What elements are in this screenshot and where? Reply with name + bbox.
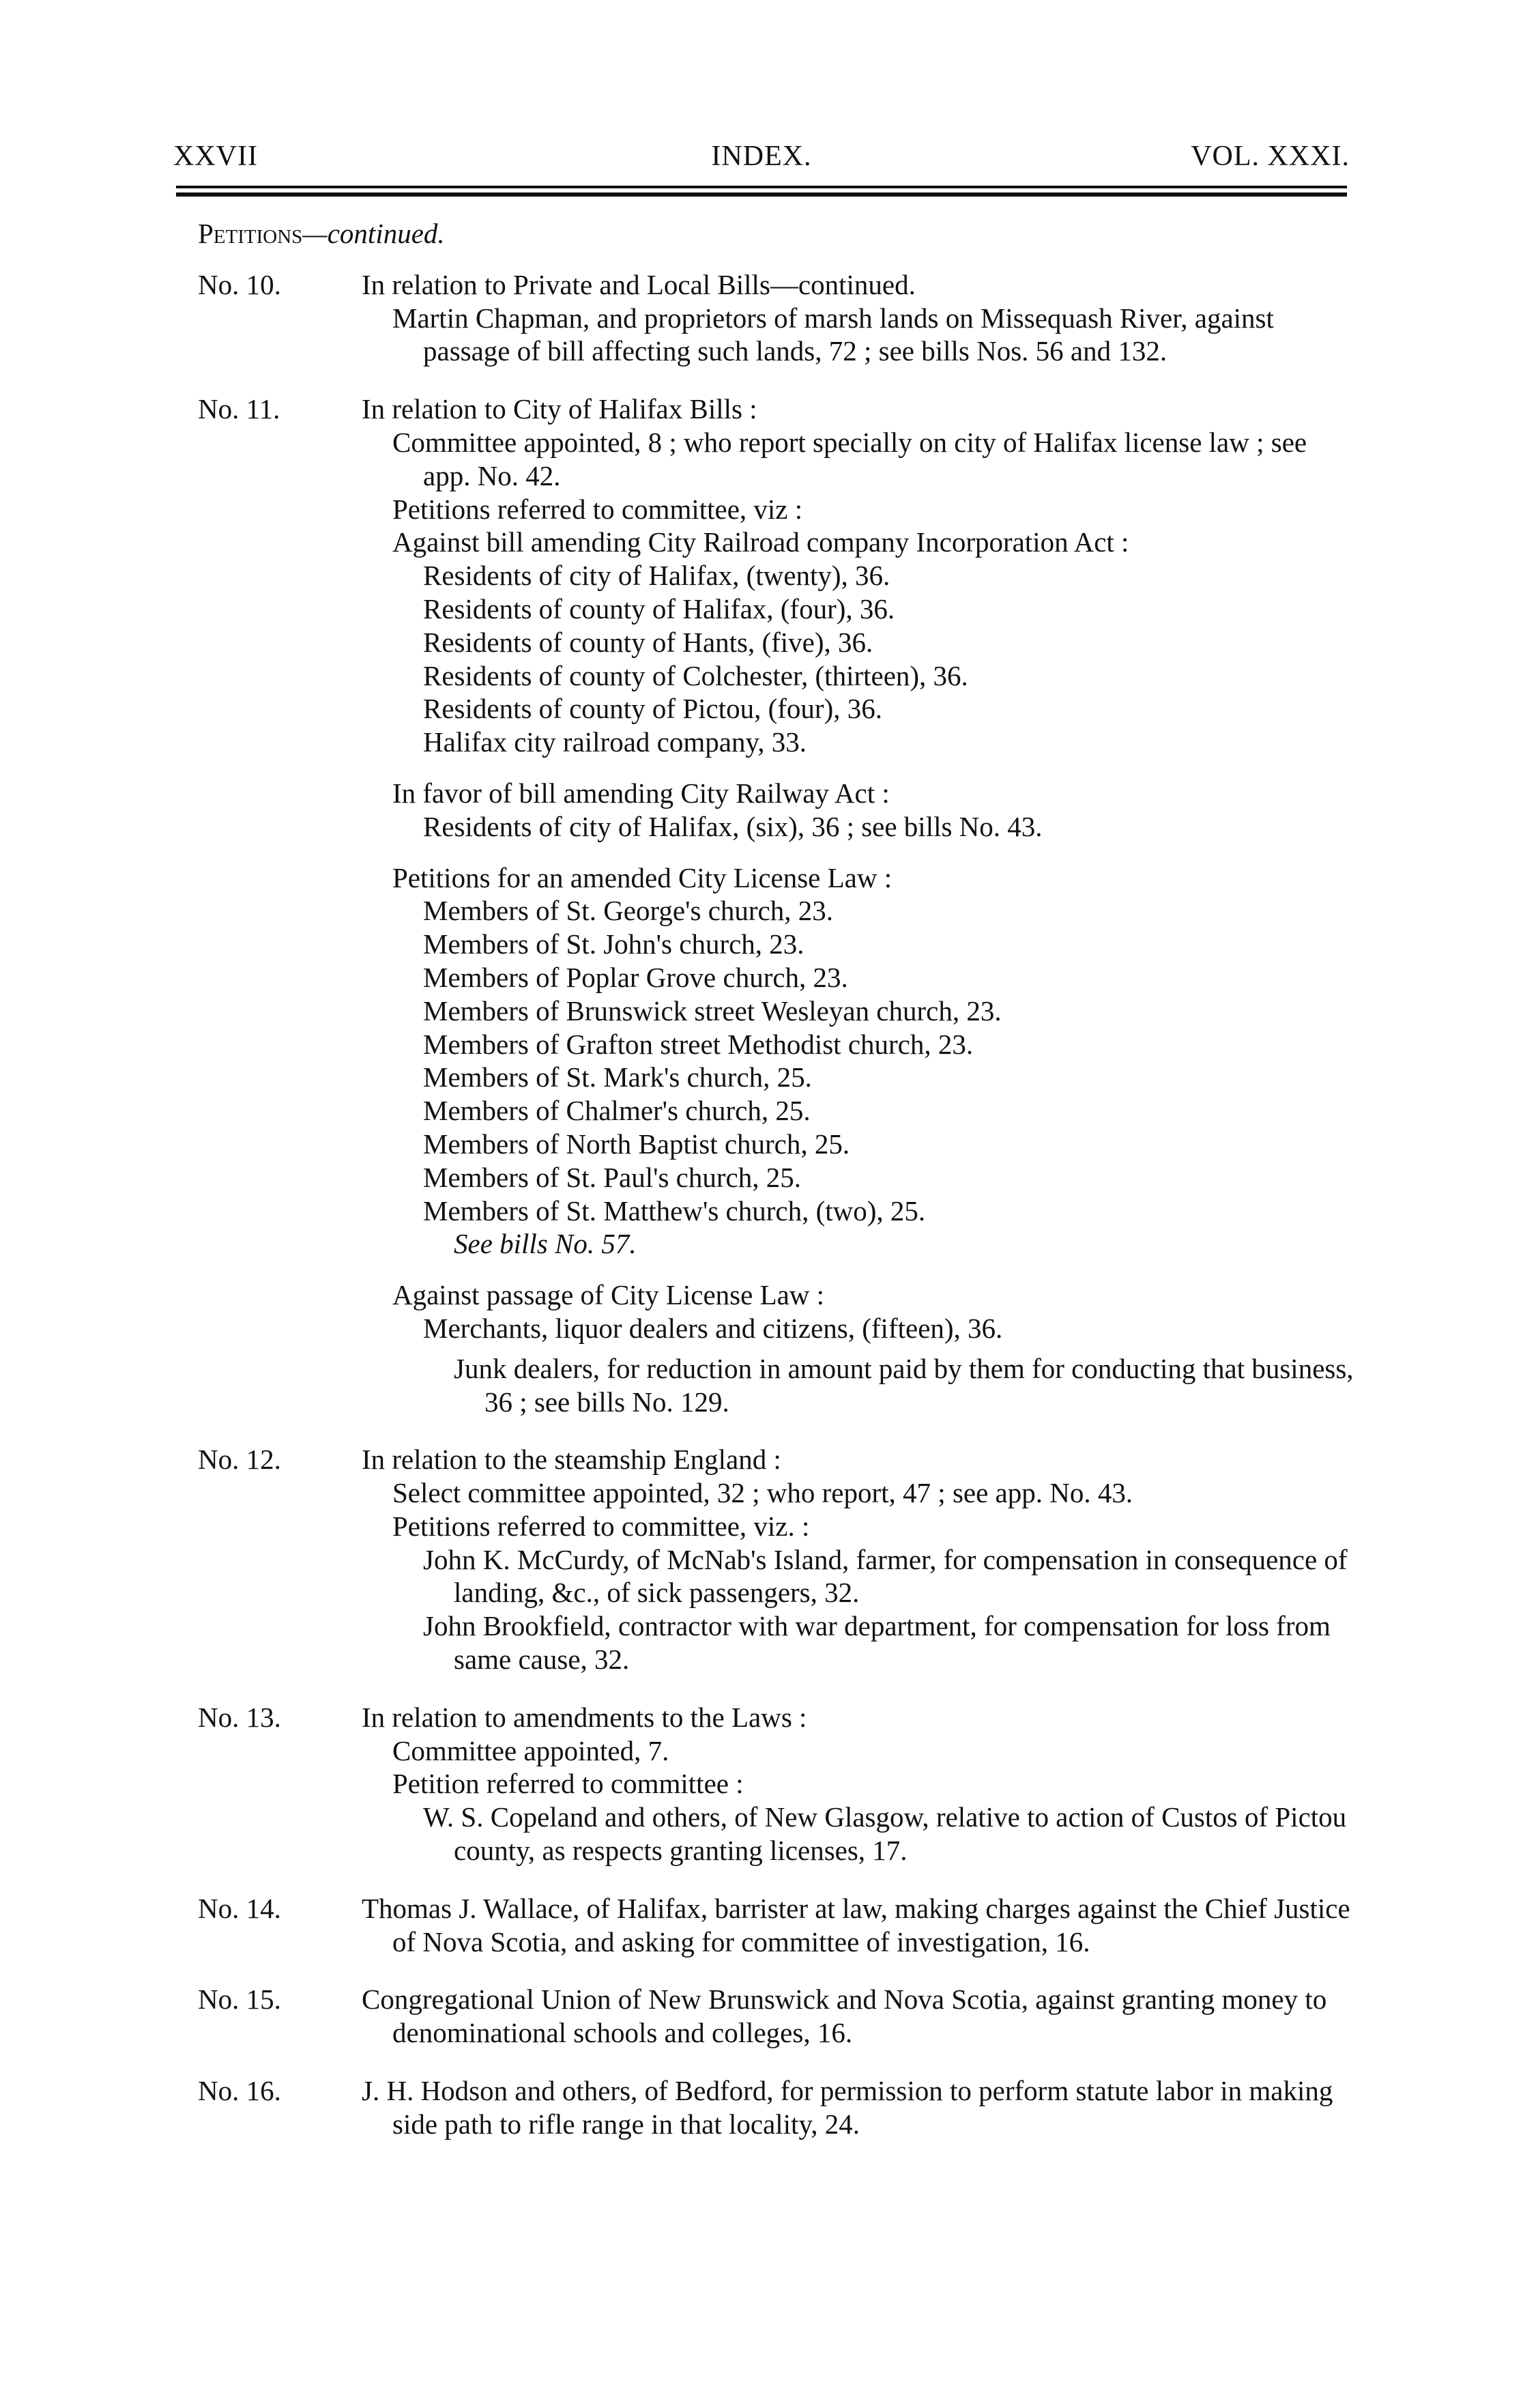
entry-line: Members of St. Mark's church, 25. <box>423 1061 812 1093</box>
entry-line: W. S. Copeland and others, of New Glasgow, relative to action of Custos of Pictou county, as respects granting licenses, 17. <box>423 1801 1347 1867</box>
section-continued: —continued. <box>302 218 445 249</box>
entry-line: Members of Brunswick street Wesleyan church, 23. <box>423 994 1002 1027</box>
index-entry-no-16 <box>198 2074 1358 2141</box>
entry-number: No. 10. <box>198 268 281 300</box>
entry-line: Congregational Union of New Brunswick and Nova Scotia, against granting money to denominational schools and colleges, 16. <box>362 1983 1327 2049</box>
entry-line: Members of Grafton street Methodist church, 23. <box>423 1028 974 1060</box>
entry-line: Against bill amending City Railroad company Incorporation Act : <box>392 526 1129 558</box>
header-rule-thin <box>176 186 1347 188</box>
entry-line: Petitions for an amended City License Law : <box>392 861 893 893</box>
index-content <box>198 217 1358 2166</box>
entry-line: Residents of county of Halifax, (four), 36. <box>423 592 895 625</box>
entry-heading: In relation to the steamship England : <box>362 1444 781 1476</box>
entry-line: Thomas J. Wallace, of Halifax, barrister at law, making charges against the Chief Justice of Nova Scotia, and asking for committee of investigation, 16. <box>362 1892 1350 1958</box>
entry-number: No. 12. <box>198 1444 281 1476</box>
entry-line: Members of St. John's church, 23. <box>423 928 804 960</box>
entry-number: No. 15. <box>198 1983 281 2016</box>
entry-line: Martin Chapman, and proprietors of marsh lands on Missequash River, against passage of bill affecting such lands, 72 ; see bills Nos. 56 and 132. <box>392 302 1274 367</box>
entry-line: Members of St. George's church, 23. <box>423 895 834 927</box>
entry-line: Residents of city of Halifax, (six), 36 ; see bills No. 43. <box>423 810 1043 842</box>
entry-line: Junk dealers, for reduction in amount paid by them for conducting that business, 36 ; see bills No. 129. <box>454 1352 1354 1418</box>
index-entry-no-12 <box>198 1443 1358 1676</box>
entry-line: Members of St. Matthew's church, (two), 25. <box>423 1194 926 1227</box>
entry-line: See bills No. 57. <box>454 1228 637 1260</box>
entry-line: Petitions referred to committee, viz. : <box>392 1510 810 1542</box>
entry-line: Select committee appointed, 32 ; who report, 47 ; see app. No. 43. <box>392 1477 1133 1509</box>
index-entry-no-13 <box>198 1701 1358 1867</box>
entry-line: Against passage of City License Law : <box>392 1279 825 1311</box>
entry-line: Members of North Baptist church, 25. <box>423 1128 850 1160</box>
entry-heading: In relation to City of Halifax Bills : <box>362 393 757 425</box>
entry-line: Members of St. Paul's church, 25. <box>423 1161 801 1193</box>
entry-line: Residents of county of Colchester, (thirteen), 36. <box>423 659 968 691</box>
index-entry-no-11 <box>198 392 1358 1418</box>
entry-number: No. 13. <box>198 1701 281 1733</box>
header-rule-thick <box>176 192 1347 197</box>
running-title: INDEX. <box>711 141 812 172</box>
index-entry-no-14 <box>198 1892 1358 1959</box>
entry-line: John K. McCurdy, of McNab's Island, farmer, for compensation in consequence of landing, &c., of sick passengers, 32. <box>423 1543 1348 1609</box>
index-entry-no-10 <box>198 268 1358 368</box>
entry-number: No. 11. <box>198 393 280 425</box>
entry-line: Merchants, liquor dealers and citizens, (fifteen), 36. <box>423 1312 1003 1344</box>
entry-line: Halifax city railroad company, 33. <box>423 726 807 758</box>
entry-line: Petition referred to committee : <box>392 1768 744 1800</box>
page-number: XXVII <box>173 141 258 172</box>
entry-line: Committee appointed, 8 ; who report specially on city of Halifax license law ; see app. No. 42. <box>392 426 1307 491</box>
entry-line: Committee appointed, 7. <box>392 1734 669 1766</box>
entry-line: J. H. Hodson and others, of Bedford, for permission to perform statute labor in making side path to rifle range in that locality, 24. <box>362 2075 1333 2140</box>
entry-line: Residents of county of Pictou, (four), 36. <box>423 693 882 725</box>
entry-line: Members of Chalmer's church, 25. <box>423 1095 811 1127</box>
entry-number: No. 16. <box>198 2075 281 2107</box>
entry-line: Petitions referred to committee, viz : <box>392 493 803 525</box>
entry-line: Residents of city of Halifax, (twenty), 36. <box>423 560 890 592</box>
volume-label: VOL. XXXI. <box>1191 141 1350 172</box>
entry-line: Members of Poplar Grove church, 23. <box>423 961 848 993</box>
entry-line: John Brookfield, contractor with war department, for compensation for loss from same cause, 32. <box>423 1610 1331 1676</box>
index-entry-no-15 <box>198 1983 1358 2050</box>
entry-heading: In relation to Private and Local Bills—continued. <box>362 268 916 300</box>
entry-number: No. 14. <box>198 1892 281 1924</box>
section-heading <box>198 217 1358 250</box>
entry-line: Residents of county of Hants, (five), 36. <box>423 626 873 658</box>
entry-heading: In relation to amendments to the Laws : <box>362 1701 807 1733</box>
section-name: Petitions <box>198 218 303 249</box>
entry-line: In favor of bill amending City Railway Act : <box>392 777 890 809</box>
